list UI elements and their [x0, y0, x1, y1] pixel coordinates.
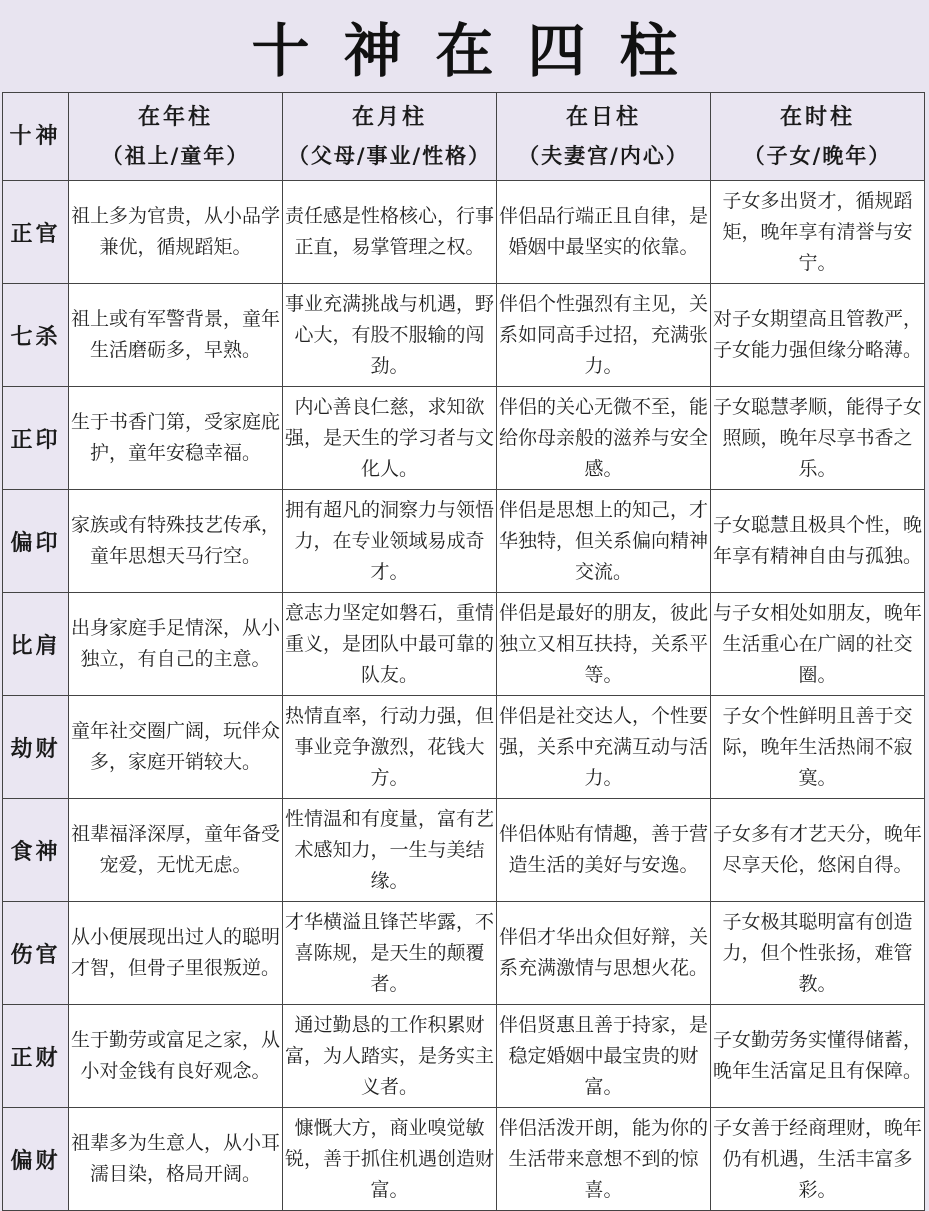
column-header-year [69, 93, 283, 181]
table-row [3, 902, 925, 1005]
table-row [3, 1005, 925, 1108]
table-cell: 拥有超凡的洞察力与领悟力，在专业领域易成奇才。 [283, 490, 497, 593]
table-cell: 祖辈多为生意人，从小耳濡目染，格局开阔。 [69, 1108, 283, 1211]
column-header-sub: （父母/事业/性格） [287, 143, 492, 168]
column-header-main: 在时柱 [779, 104, 855, 130]
column-header-main: 在日柱 [565, 104, 641, 130]
table-cell: 慷慨大方，商业嗅觉敏锐，善于抓住机遇创造财富。 [283, 1108, 497, 1211]
table-row [3, 181, 925, 284]
column-header-hour [711, 93, 925, 181]
row-header: 食神 [3, 799, 69, 902]
table-cell: 子女极其聪明富有创造力，但个性张扬，难管教。 [711, 902, 925, 1005]
table-cell: 家族或有特殊技艺传承，童年思想天马行空。 [69, 490, 283, 593]
table-cell: 伴侣是最好的朋友，彼此独立又相互扶持，关系平等。 [497, 593, 711, 696]
table-row [3, 387, 925, 490]
row-header: 偏财 [3, 1108, 69, 1211]
table-row [3, 593, 925, 696]
table-row [3, 284, 925, 387]
corner-header: 十神 [3, 93, 69, 181]
table-cell: 通过勤恳的工作积累财富，为人踏实，是务实主义者。 [283, 1005, 497, 1108]
table-cell: 子女善于经商理财，晚年仍有机遇，生活丰富多彩。 [711, 1108, 925, 1211]
table-row [3, 1108, 925, 1211]
row-header: 比肩 [3, 593, 69, 696]
row-header: 劫财 [3, 696, 69, 799]
table-cell: 责任感是性格核心，行事正直，易掌管理之权。 [283, 181, 497, 284]
table-cell: 出身家庭手足情深，从小独立，有自己的主意。 [69, 593, 283, 696]
table-cell: 内心善良仁慈，求知欲强，是天生的学习者与文化人。 [283, 387, 497, 490]
table-cell: 子女聪慧且极具个性，晚年享有精神自由与孤独。 [711, 490, 925, 593]
table-cell: 祖上多为官贵，从小品学兼优，循规蹈矩。 [69, 181, 283, 284]
table-row [3, 696, 925, 799]
table-cell: 伴侣是社交达人，个性要强，关系中充满互动与活力。 [497, 696, 711, 799]
table-cell: 子女聪慧孝顺，能得子女照顾，晚年尽享书香之乐。 [711, 387, 925, 490]
header-row [3, 93, 925, 181]
table-cell: 伴侣活泼开朗，能为你的生活带来意想不到的惊喜。 [497, 1108, 711, 1211]
row-header: 正印 [3, 387, 69, 490]
column-header-sub: （祖上/童年） [101, 143, 250, 168]
column-header-day [497, 93, 711, 181]
table-cell: 伴侣贤惠且善于持家，是稳定婚姻中最宝贵的财富。 [497, 1005, 711, 1108]
table-cell: 性情温和有度量，富有艺术感知力，一生与美结缘。 [283, 799, 497, 902]
table-cell: 伴侣品行端正且自律，是婚姻中最坚实的依靠。 [497, 181, 711, 284]
table-cell: 子女个性鲜明且善于交际，晚年生活热闹不寂寞。 [711, 696, 925, 799]
table-cell: 从小便展现出过人的聪明才智，但骨子里很叛逆。 [69, 902, 283, 1005]
table-row [3, 490, 925, 593]
page-title: 十神在四柱 [251, 17, 712, 85]
table-cell: 热情直率，行动力强，但事业竞争激烈，花钱大方。 [283, 696, 497, 799]
row-header: 正官 [3, 181, 69, 284]
column-header-main: 在月柱 [351, 104, 427, 130]
row-header: 七杀 [3, 284, 69, 387]
table-cell: 伴侣体贴有情趣，善于营造生活的美好与安逸。 [497, 799, 711, 902]
row-header: 正财 [3, 1005, 69, 1108]
table-cell: 伴侣个性强烈有主见，关系如同高手过招，充满张力。 [497, 284, 711, 387]
table-cell: 子女多有才艺天分，晚年尽享天伦，悠闲自得。 [711, 799, 925, 902]
table-cell: 才华横溢且锋芒毕露，不喜陈规，是天生的颠覆者。 [283, 902, 497, 1005]
table-cell: 子女勤劳务实懂得储蓄，晚年生活富足且有保障。 [711, 1005, 925, 1108]
table-cell: 意志力坚定如磐石，重情重义，是团队中最可靠的队友。 [283, 593, 497, 696]
table-cell: 祖辈福泽深厚，童年备受宠爱，无忧无虑。 [69, 799, 283, 902]
table-cell: 伴侣才华出众但好辩，关系充满激情与思想火花。 [497, 902, 711, 1005]
column-header-sub: （夫妻宫/内心） [518, 143, 689, 168]
table-cell: 生于书香门第，受家庭庇护，童年安稳幸福。 [69, 387, 283, 490]
row-header: 偏印 [3, 490, 69, 593]
row-header: 伤官 [3, 902, 69, 1005]
table-cell: 与子女相处如朋友，晚年生活重心在广阔的社交圈。 [711, 593, 925, 696]
column-header-main: 在年柱 [137, 104, 213, 130]
column-header-month [283, 93, 497, 181]
table-cell: 对子女期望高且管教严，子女能力强但缘分略薄。 [711, 284, 925, 387]
table-cell: 生于勤劳或富足之家，从小对金钱有良好观念。 [69, 1005, 283, 1108]
table-cell: 伴侣的关心无微不至，能给你母亲般的滋养与安全感。 [497, 387, 711, 490]
table-cell: 伴侣是思想上的知己，才华独特，但关系偏向精神交流。 [497, 490, 711, 593]
table-cell: 事业充满挑战与机遇，野心大，有股不服输的闯劲。 [283, 284, 497, 387]
table-cell: 子女多出贤才，循规蹈矩，晚年享有清誉与安宁。 [711, 181, 925, 284]
ten-gods-table [2, 92, 925, 1211]
column-header-sub: （子女/晚年） [743, 143, 892, 168]
table-cell: 童年社交圈广阔，玩伴众多，家庭开销较大。 [69, 696, 283, 799]
table-cell: 祖上或有军警背景，童年生活磨砺多，早熟。 [69, 284, 283, 387]
table-row [3, 799, 925, 902]
